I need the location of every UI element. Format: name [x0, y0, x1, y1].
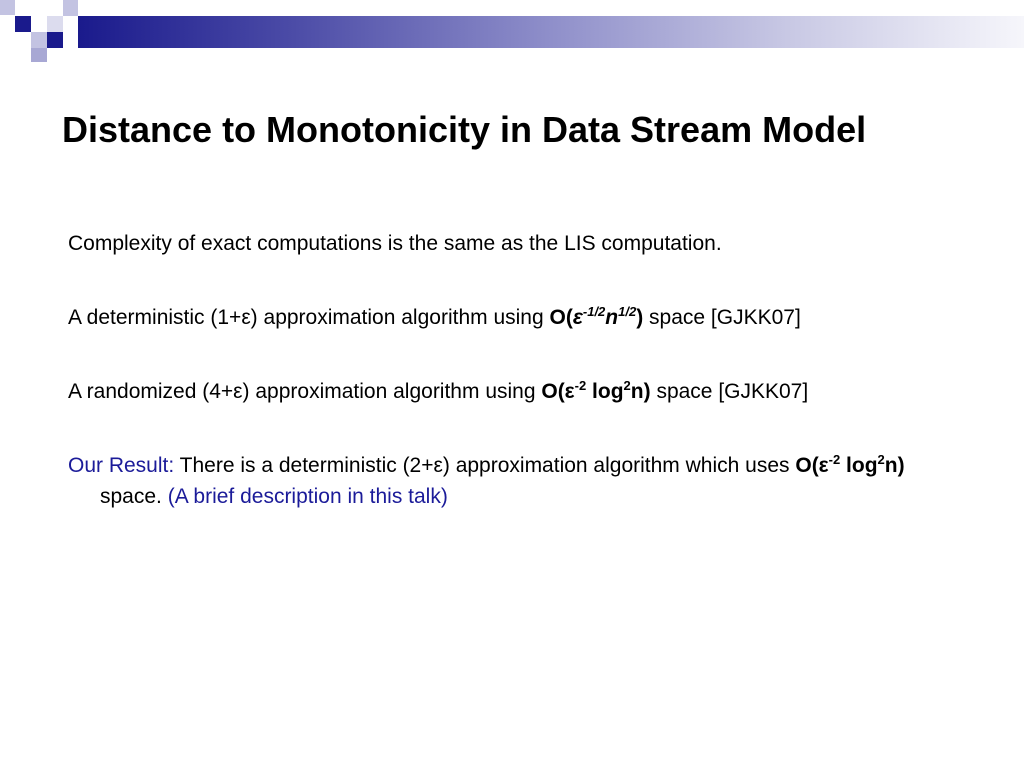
complexity-bound — [541, 380, 650, 403]
complexity-bound — [795, 454, 904, 477]
bullet-list — [68, 228, 968, 555]
bound-prefix: O( — [549, 306, 573, 329]
decor-square — [31, 48, 47, 62]
bullet-item — [68, 228, 968, 259]
result-label: Our Result: — [68, 454, 175, 477]
complexity-bound — [550, 306, 644, 329]
variable-n: n — [605, 306, 619, 329]
bound-close: n) — [884, 454, 905, 477]
bound-prefix: O(ε — [795, 454, 829, 477]
decor-square — [47, 32, 63, 48]
bullet-item — [68, 302, 968, 333]
bullet-text: There is a deterministic (2+ε) approximation algorithm which uses — [174, 454, 796, 477]
bullet-text: A deterministic (1+ε) approximation algorithm using — [68, 306, 550, 329]
decor-square — [15, 16, 31, 32]
slide-title: Distance to Monotonicity in Data Stream Model — [62, 109, 867, 150]
bullet-text: A randomized (4+ε) approximation algorithm using — [68, 380, 542, 403]
bound-close: ) — [636, 306, 644, 329]
exponent — [618, 304, 636, 319]
log-term: log — [840, 454, 878, 477]
exponent — [583, 304, 605, 319]
talk-note: (A brief description in this talk) — [167, 485, 448, 508]
exponent-text: -1/2 — [582, 304, 606, 319]
bound-prefix: O(ε — [541, 380, 575, 403]
gradient-band — [78, 16, 1024, 48]
epsilon: ε — [572, 306, 583, 329]
bound-close: n) — [630, 380, 651, 403]
exponent: -2 — [574, 378, 587, 393]
bullet-text: Complexity of exact computations is the same as the LIS computation. — [68, 232, 722, 255]
decor-square — [63, 0, 78, 16]
exponent: 2 — [623, 378, 631, 393]
exponent-text: 1/2 — [618, 304, 637, 319]
decor-square — [47, 16, 63, 32]
bullet-text: space [GJKK07] — [650, 380, 809, 403]
log-term: log — [586, 380, 624, 403]
decor-square — [0, 0, 15, 15]
header-decoration — [0, 0, 1024, 62]
exponent: -2 — [828, 452, 841, 467]
bullet-item — [68, 450, 968, 512]
bullet-text: space. — [100, 485, 168, 508]
bullet-text: space [GJKK07] — [643, 306, 801, 329]
bullet-item — [68, 376, 968, 407]
exponent: 2 — [877, 452, 885, 467]
decor-square — [31, 32, 47, 48]
